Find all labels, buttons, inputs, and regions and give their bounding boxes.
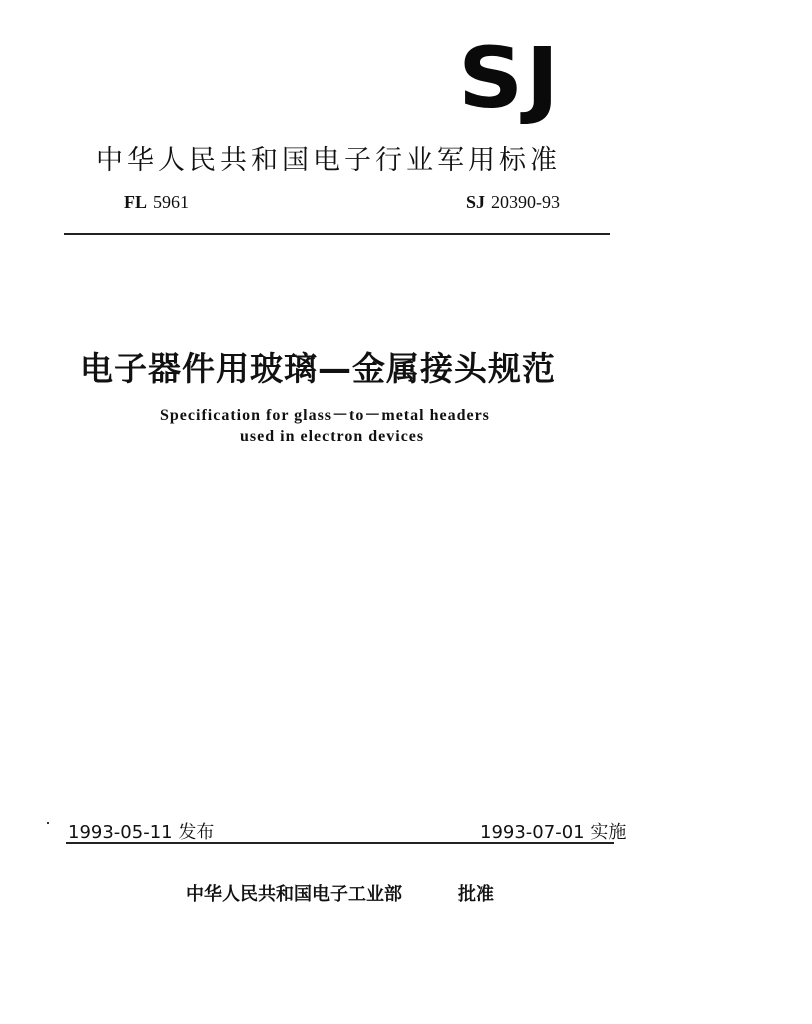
classification-code [124, 192, 189, 213]
issue-date-label: 发布 [178, 822, 215, 843]
standard-number-value: 20390 [491, 192, 537, 212]
document-title-chinese: 电子器件用玻璃—金属接头规范 [80, 349, 556, 388]
standard-number [466, 192, 560, 213]
approving-authority: 中华人民共和国电子工业部 [186, 884, 402, 905]
issue-date [68, 818, 214, 844]
sj-logo: SJ [458, 29, 562, 127]
footer-divider [66, 842, 614, 844]
implementation-date [480, 818, 626, 844]
implementation-date-label: 实施 [590, 822, 627, 843]
classification-prefix: FL [124, 192, 148, 212]
document-title-english-line2: used in electron devices [240, 428, 425, 445]
header-divider [64, 233, 610, 235]
standard-category-title: 中华人民共和国电子行业军用标准 [96, 145, 561, 176]
classification-number: 5961 [153, 192, 190, 212]
issue-date-value: 1993-05-11 [68, 822, 173, 843]
approval-label: 批准 [458, 884, 494, 905]
standard-number-separator: - [536, 192, 543, 212]
document-title-english-line1: Specification for glass－to－metal headers [160, 407, 490, 424]
standard-year: 93 [542, 192, 561, 212]
scan-speck [47, 822, 49, 824]
standard-prefix: SJ [466, 192, 486, 212]
implementation-date-value: 1993-07-01 [480, 822, 585, 843]
